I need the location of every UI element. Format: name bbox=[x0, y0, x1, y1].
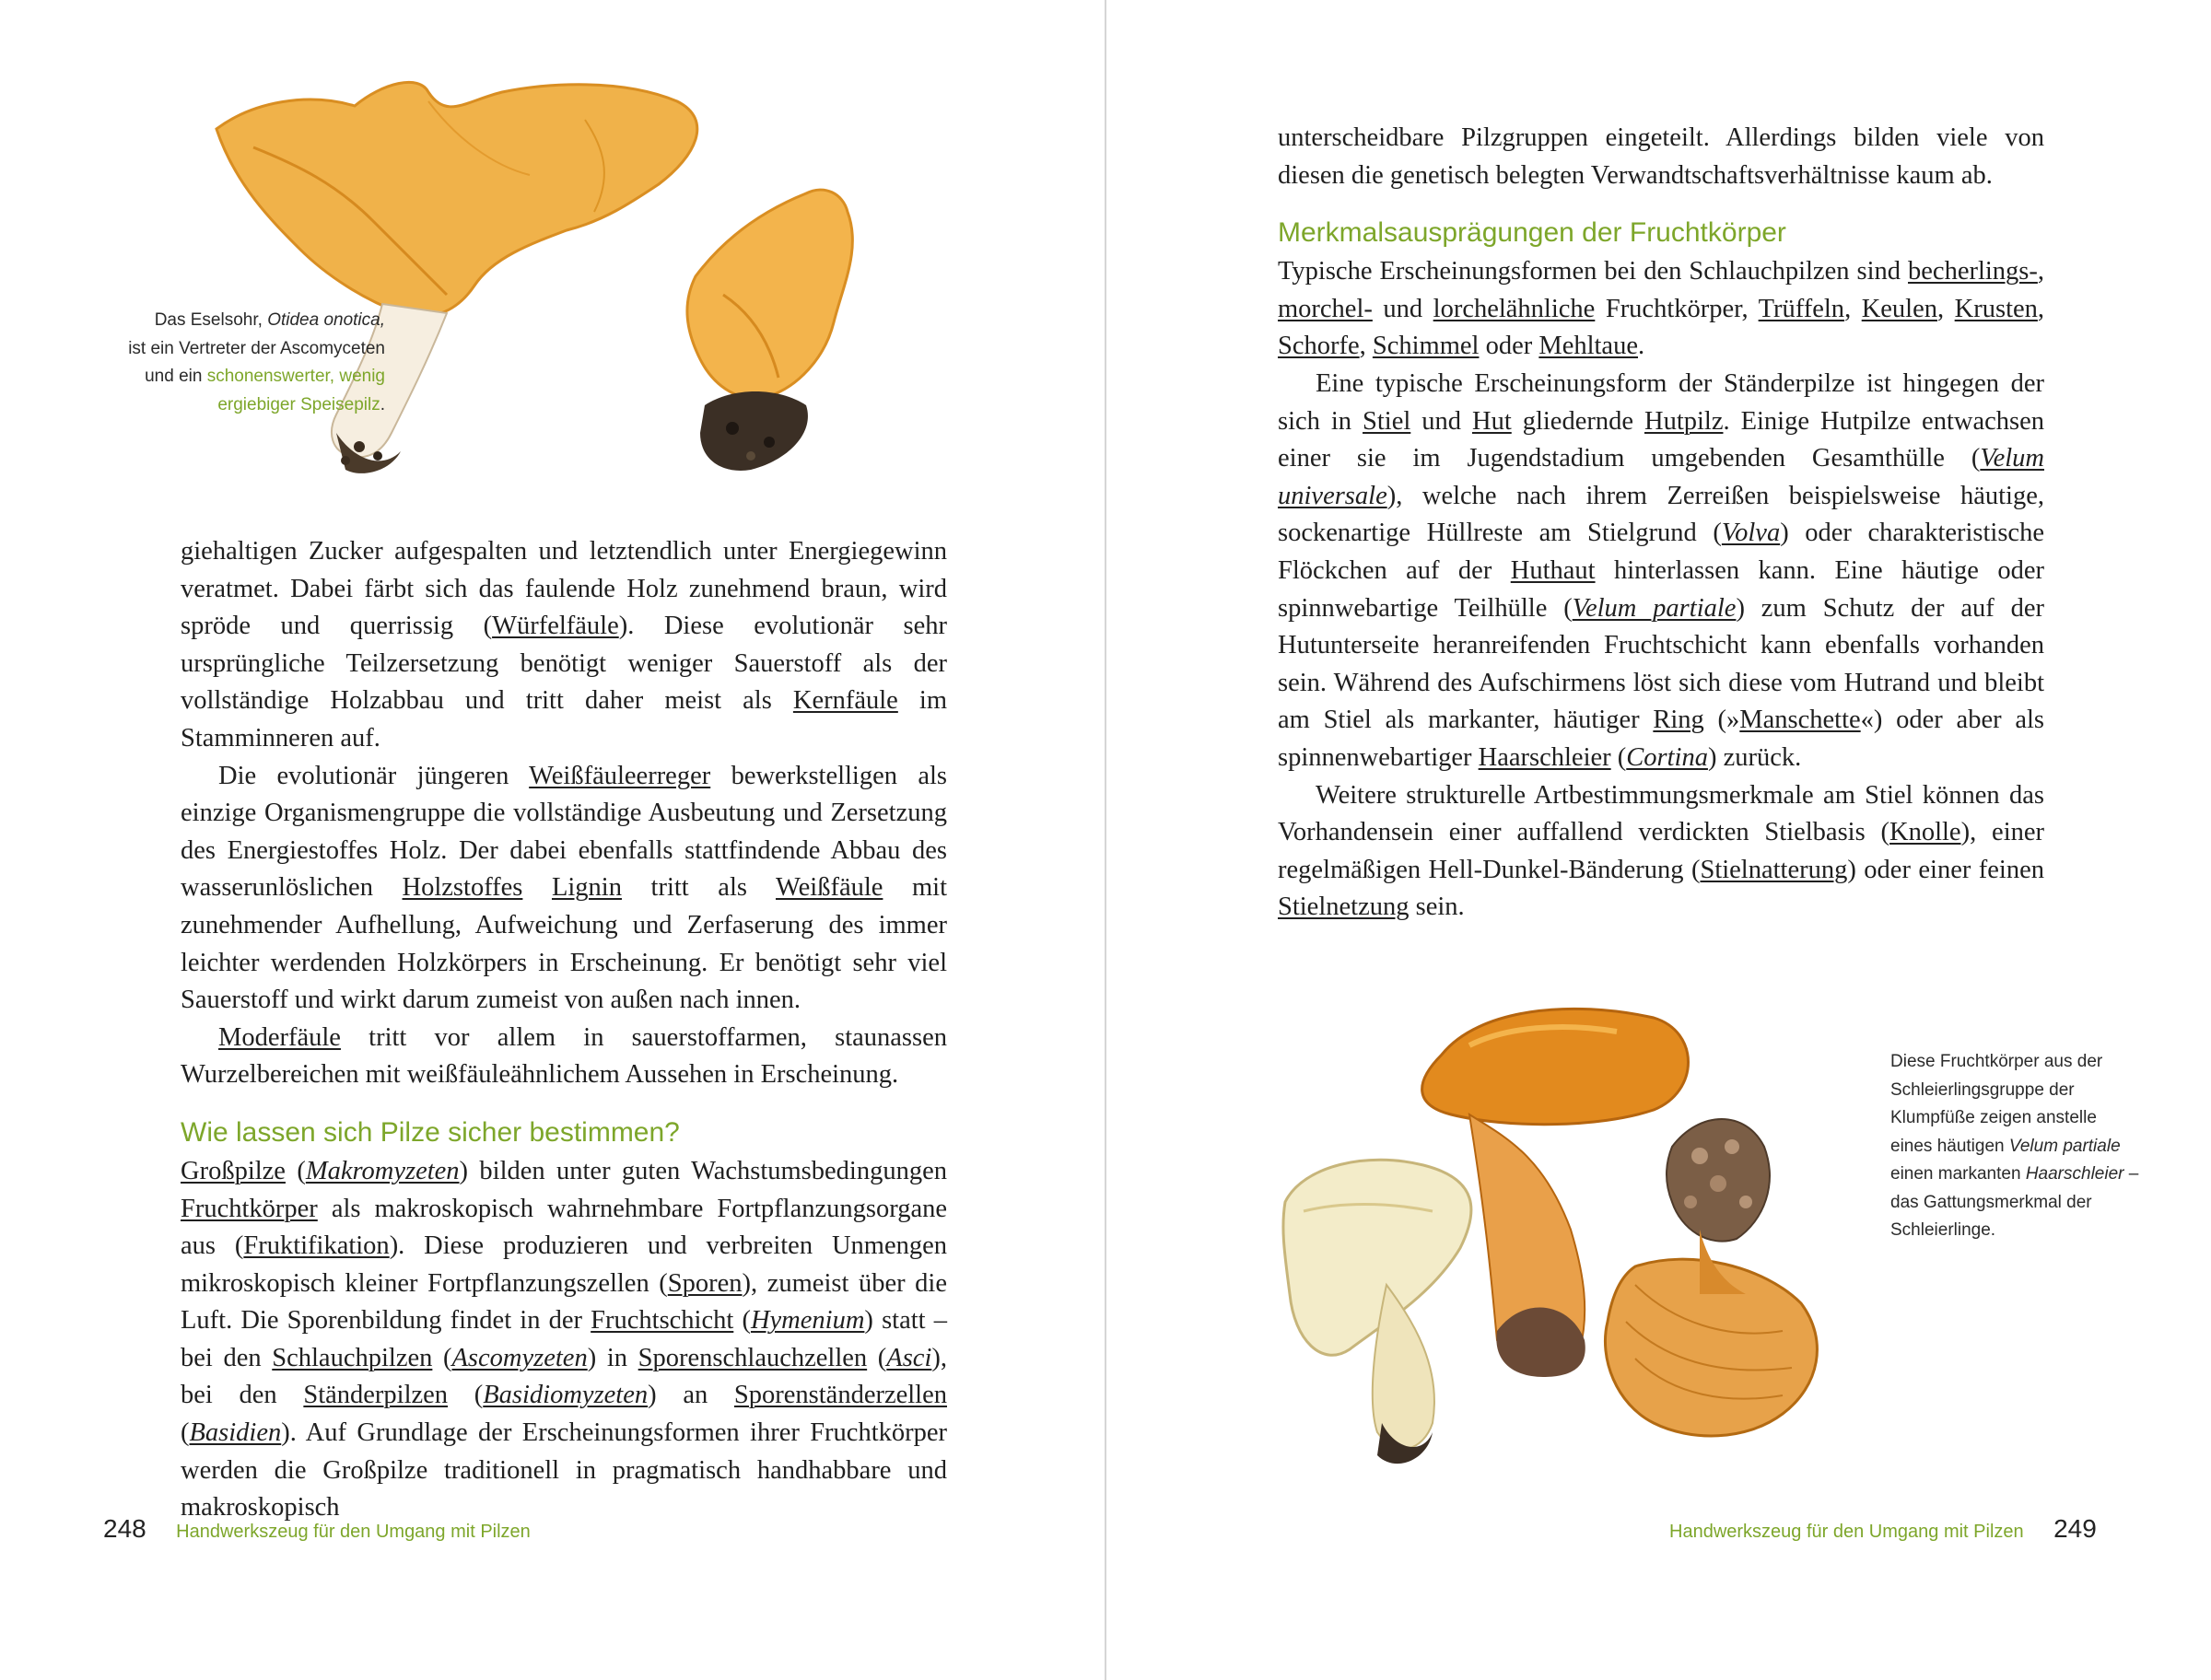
glossary-term: Krusten bbox=[1954, 294, 2038, 323]
glossary-term: Hut bbox=[1472, 406, 1512, 436]
caption-species-name: Otidea onotica, bbox=[267, 310, 385, 330]
glossary-term: Weißfäule bbox=[776, 873, 883, 903]
glossary-term: Basidiomyzeten bbox=[483, 1381, 649, 1410]
otidea-onotica-illustration bbox=[198, 64, 898, 488]
running-title: Handwerkszeug für den Umgang mit Pilzen bbox=[176, 1522, 531, 1542]
glossary-term: Lignin bbox=[551, 873, 622, 903]
paragraph: Großpilze (Makromyzeten) bilden unter guten Wachstumsbedingungen Fruchtkörper als makroskopisch wahrnehmbare Fortpflanzungsorgane aus (Fruktifikation). Diese produzieren und verbreiten Unmengen mikroskopisch kleiner Fortpflanzungszellen (Sporen), zumeist über die Luft. Die Sporenbildung findet in der Fruchtschicht (Hymenium) statt – bei den Schlauchpilzen (Ascomyzeten) in Sporenschlauchzellen (Asci), bei den Ständerpilzen (Basidiomyzeten) an Sporenständerzellen (Basidien). Auf Grundlage der Erscheinungsformen ihrer Fruchtkörper werden die Großpilze traditionell in pragmatisch handhabbare und makroskopisch bbox=[181, 1156, 947, 1522]
page-gutter bbox=[1105, 0, 1106, 1680]
glossary-term: Stielnetzung bbox=[1278, 892, 1410, 922]
glossary-term: Mehltaue bbox=[1538, 332, 1638, 361]
glossary-term: Fruktifikation bbox=[243, 1231, 390, 1261]
glossary-term: Asci bbox=[886, 1343, 932, 1372]
glossary-term: Moderfäule bbox=[218, 1022, 341, 1052]
caption-text: ist ein Vertreter der Ascomyceten bbox=[128, 338, 385, 358]
running-title: Handwerkszeug für den Umgang mit Pilzen bbox=[1669, 1522, 2024, 1542]
glossary-term: Haarschleier bbox=[1478, 742, 1611, 772]
caption-term: Haarschleier bbox=[2025, 1164, 2124, 1184]
glossary-term: Würfelfäule bbox=[492, 612, 619, 641]
right-footer bbox=[1669, 1514, 2097, 1544]
glossary-term: Kernfäule bbox=[792, 686, 898, 716]
caption-highlight: ergiebiger Speisepilz bbox=[217, 394, 380, 414]
paragraph: Moderfäule tritt vor allem in sauerstoffarmen, staunassen Wurzelbereichen mit weißfäuleähnlichem Aussehen in Erscheinung. bbox=[181, 1022, 947, 1090]
paragraph: Eine typische Erscheinungsform der Ständerpilze ist hingegen der sich in Stiel und Hut gliedernde Hutpilz. Einige Hutpilze entwachsen einer sie im Jugendstadium umgebenden Gesamthülle (Velum universale), welche nach ihrem Zerreißen beispielsweise häutige, sockenartige Hüllreste am Stielgrund (Volva) oder charakteristische Flöckchen auf der Huthaut hinterlassen kann. Eine häutige oder spinnwebartige Teilhülle (Velum partiale) zum Schutz der auf der Hutunterseite heranreifenden Fruchtschicht kann ebenfalls vorhanden sein. Während des Aufschirmens löst sich diese vom Hutrand und bleibt am Stiel als markanter, häutiger Ring (»Manschette«) oder aber als spinnenwebartiger Haarschleier (Cortina) zurück. bbox=[1278, 368, 2045, 772]
cortinarius-klumpfuss-illustration bbox=[1267, 990, 1875, 1488]
glossary-term: Sporenständerzellen bbox=[733, 1381, 947, 1410]
glossary-term: Großpilze bbox=[181, 1156, 286, 1185]
illustration-caption-right bbox=[1890, 1048, 2167, 1245]
glossary-term: Weißfäuleerreger bbox=[529, 761, 711, 790]
otidea-cap-large bbox=[216, 82, 697, 316]
glossary-term: Keulen bbox=[1861, 294, 1938, 323]
glossary-term: becherlings- bbox=[1908, 257, 2038, 286]
glossary-term: lorchelähnliche bbox=[1433, 294, 1596, 323]
page-number: 249 bbox=[2053, 1514, 2097, 1543]
paragraph: Typische Erscheinungsformen bei den Schlauchpilzen sind becherlings-, morchel- und lorchelähnliche Fruchtkörper, Trüffeln, Keulen, Krusten, Schorfe, Schimmel oder Mehltaue. bbox=[1278, 257, 2045, 361]
glossary-term: Ascomyzeten bbox=[451, 1343, 588, 1372]
glossary-term: Fruchtkörper bbox=[181, 1194, 318, 1223]
otidea-cap-small bbox=[687, 190, 852, 399]
section-heading: Merkmalsausprägungen der Fruchtkörper bbox=[1278, 217, 1786, 249]
pale-fruit-body bbox=[1283, 1160, 1471, 1355]
glossary-term: Velum partiale bbox=[1572, 593, 1737, 623]
glossary-term: Schorfe bbox=[1278, 332, 1360, 361]
caption-text: Diese Fruchtkörper aus der bbox=[1890, 1052, 2103, 1071]
glossary-term: Stiel bbox=[1363, 406, 1411, 436]
glossary-term: Ring bbox=[1653, 706, 1704, 735]
glossary-term: Fruchtschicht bbox=[591, 1306, 734, 1336]
caption-text: Das Eselsohr, bbox=[154, 310, 268, 330]
paragraph: Weitere strukturelle Artbestimmungsmerkmale am Stiel können das Vorhandensein einer auffallend verdickten Stielbasis (Knolle), einer regelmäßigen Hell-Dunkel-Bänderung (Stielnatterung) oder einer feinen Stielnetzung sein. bbox=[1278, 780, 2045, 922]
caption-text: . bbox=[380, 394, 385, 414]
left-body-text bbox=[181, 533, 947, 1527]
glossary-term: Velum universale bbox=[1278, 444, 2044, 510]
left-footer bbox=[103, 1514, 531, 1544]
glossary-term: Manschette bbox=[1739, 706, 1861, 735]
glossary-term: Knolle bbox=[1889, 818, 1961, 847]
glossary-term: Cortina bbox=[1626, 742, 1708, 772]
caption-term: Velum partiale bbox=[2008, 1136, 2121, 1156]
glossary-term: Hutpilz bbox=[1644, 406, 1724, 436]
glossary-term: Stielnatterung bbox=[1700, 855, 1848, 884]
glossary-term: Schimmel bbox=[1372, 332, 1480, 361]
glossary-term: Holzstoffes bbox=[402, 873, 523, 903]
glossary-term: Trüffeln bbox=[1758, 294, 1845, 323]
section-heading: Wie lassen sich Pilze sicher bestimmen? bbox=[181, 1116, 680, 1148]
illustration-caption-left bbox=[92, 307, 385, 419]
glossary-term: Volva bbox=[1721, 519, 1781, 548]
caption-text: und ein bbox=[145, 367, 207, 386]
glossary-term: Ständerpilzen bbox=[303, 1381, 449, 1410]
caption-text: Schleierlingsgruppe der bbox=[1890, 1079, 2075, 1100]
glossary-term: Sporenschlauchzellen bbox=[638, 1343, 868, 1372]
glossary-term: Makromyzeten bbox=[305, 1156, 460, 1185]
paragraph: Die evolutionär jüngeren Weißfäuleerreger bewerkstelligen als einzige Organismengruppe die vollständige Ausbeutung und Zersetzung des Energiestoffes Holz. Der dabei ebenfalls stattfindende Abbau des wasserunlöslichen Holzstoffes Lignin tritt als Weißfäule mit zunehmender Aufhellung, Aufweichung und Zerfaserung des immer leichter werdenden Holzkörpers in Erscheinung. Er benötigt sehr viel Sauerstoff und wirkt darum zumeist von außen nach innen. bbox=[181, 761, 947, 1015]
glossary-term: Huthaut bbox=[1510, 555, 1596, 585]
caption-text: eines häutigen bbox=[1890, 1136, 2009, 1156]
caption-text: Schleierlinge. bbox=[1890, 1220, 1996, 1240]
paragraph: giehaltigen Zucker aufgespalten und letztendlich unter Energiegewinn veratmet. Dabei färbt sich das faulende Holz zunehmend braun, wird spröde und querrissig (Würfelfäule). Diese evolutionär sehr ursprüngliche Teilzersetzung benötigt weniger Sauerstoff als der vollständige Holzabbau und tritt daher meist als Kernfäule im Stamminneren auf. bbox=[181, 537, 947, 752]
paragraph: unterscheidbare Pilzgruppen eingeteilt. Allerdings bilden viele von diesen die genetisch belegten Verwandtschaftsverhältnisse kaum ab. bbox=[1278, 123, 2044, 190]
glossary-term: Sporen bbox=[667, 1268, 743, 1298]
glossary-term: morchel- bbox=[1278, 294, 1373, 323]
glossary-term: Hymenium bbox=[750, 1306, 865, 1336]
caption-highlight: schonenswerter, wenig bbox=[206, 367, 385, 386]
caption-text: das Gattungsmerkmal der bbox=[1890, 1192, 2092, 1212]
caption-text: – bbox=[2123, 1164, 2139, 1184]
glossary-term: Basidien bbox=[189, 1418, 282, 1448]
caption-text: einen markanten bbox=[1890, 1164, 2026, 1184]
page-number: 248 bbox=[103, 1514, 146, 1543]
glossary-term: Schlauchpilzen bbox=[272, 1343, 433, 1372]
caption-text: Klumpfüße zeigen anstelle bbox=[1890, 1108, 2097, 1127]
right-body-text bbox=[1278, 120, 2044, 927]
